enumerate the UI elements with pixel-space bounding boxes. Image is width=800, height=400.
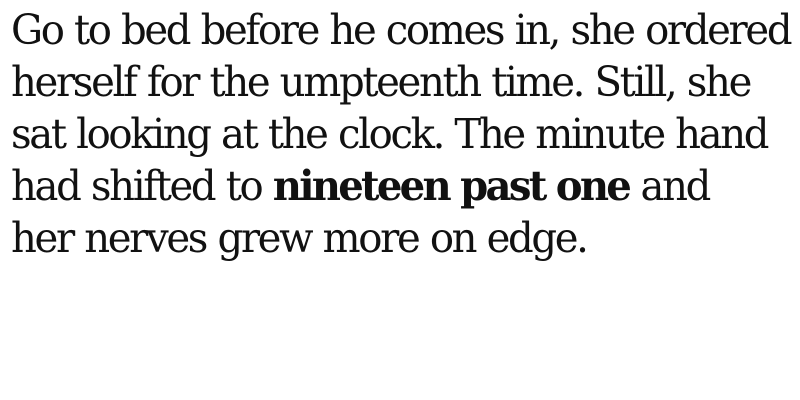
story-paragraph — [11, 4, 791, 264]
paragraph-line-5: her nerves grew more on edge. — [11, 214, 587, 262]
paragraph-line-3: sat looking at the clock. The minute hand — [11, 110, 768, 158]
paragraph-line-2: herself for the umpteenth time. Still, she — [11, 58, 751, 106]
emphasized-time-text: nineteen past one — [272, 162, 630, 210]
paragraph-line-4 — [11, 160, 780, 212]
line-4-lead-text: had shifted to — [11, 162, 273, 210]
paragraph-line-1: Go to bed before he comes in, she ordered — [11, 6, 791, 54]
line-4-tail-text: and — [629, 162, 710, 210]
